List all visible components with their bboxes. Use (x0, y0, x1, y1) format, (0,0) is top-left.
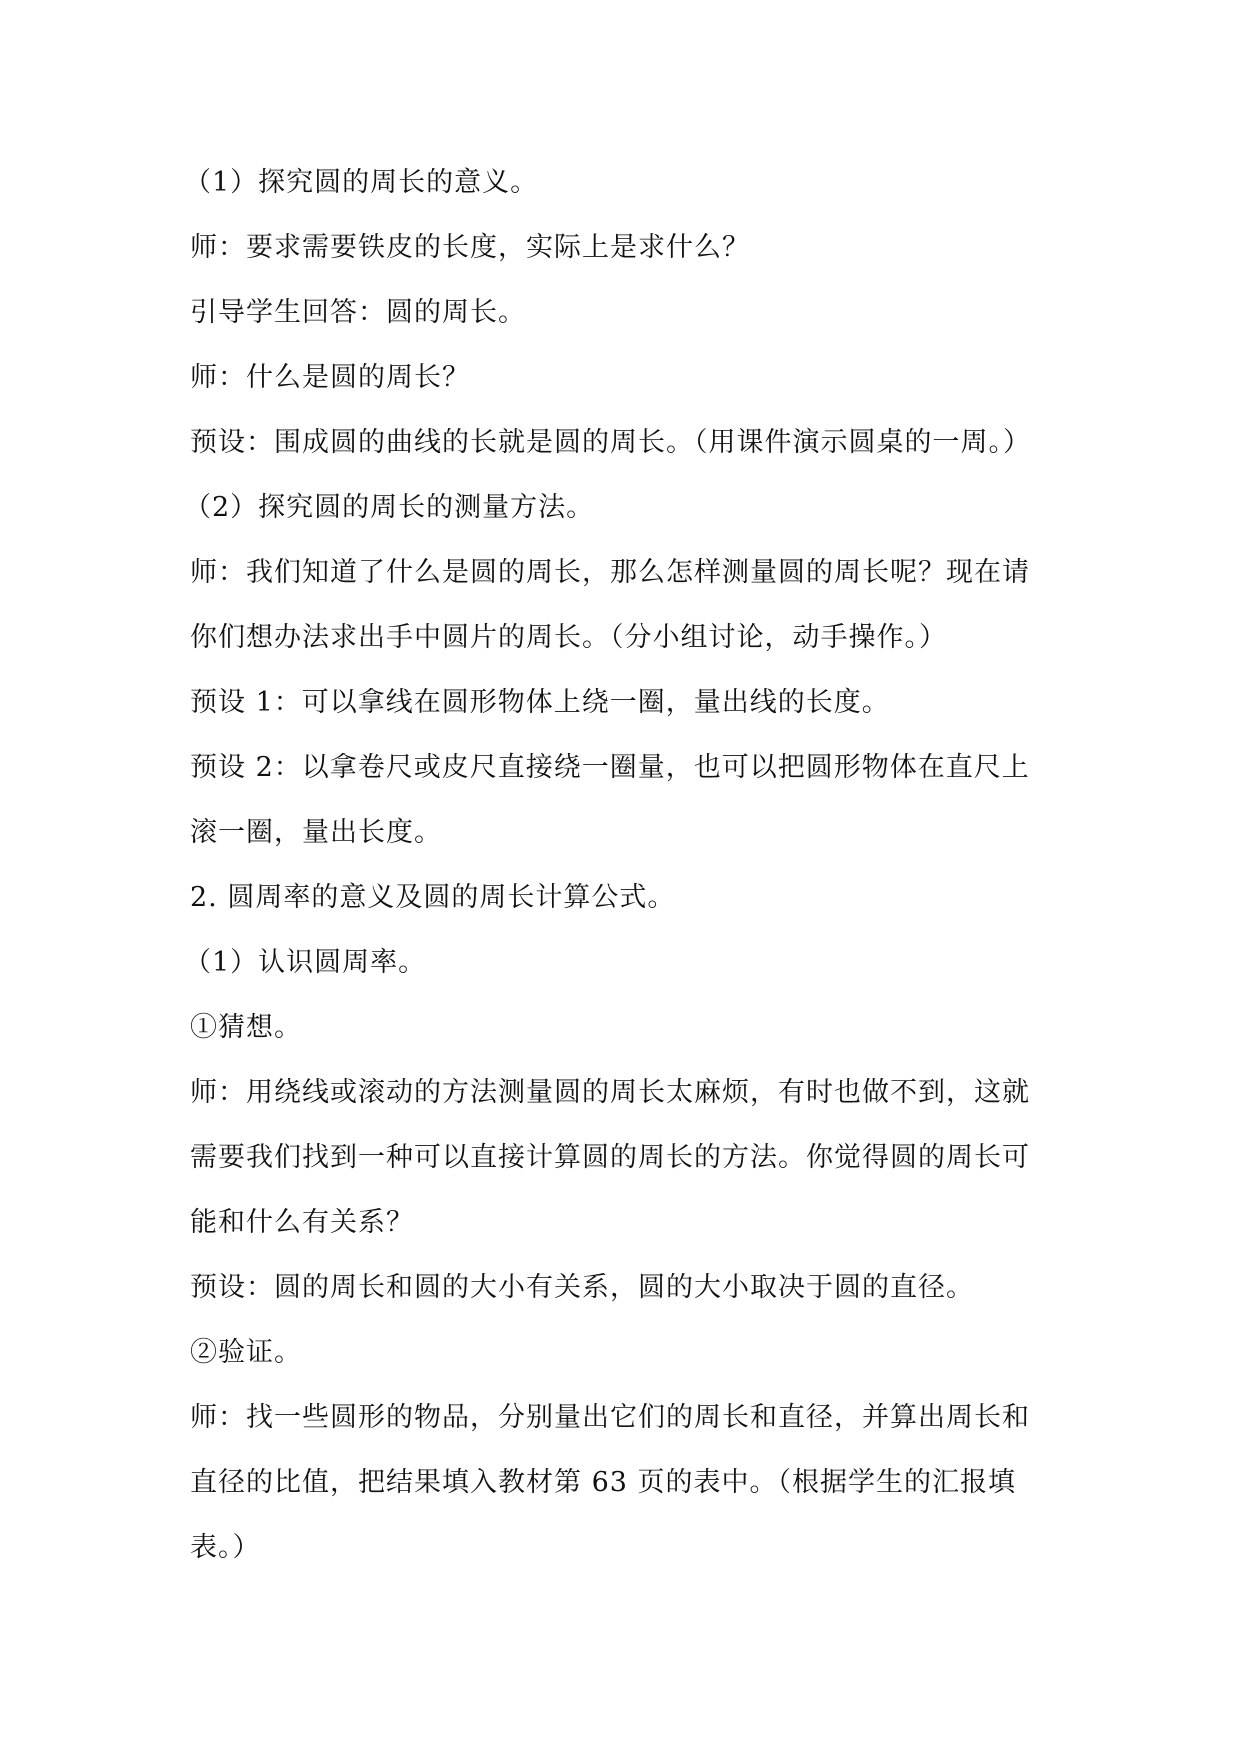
paragraph-line: 预设：围成圆的曲线的长就是圆的周长。（用课件演示圆桌的一周。） (190, 427, 1031, 458)
paragraph-line: 师：用绕线或滚动的方法测量圆的周长太麻烦，有时也做不到，这就 (190, 1077, 1030, 1108)
paragraph-line: 预设 1：可以拿线在圆形物体上绕一圈，量出线的长度。 (190, 687, 890, 718)
paragraph-line: 能和什么有关系？ (190, 1207, 414, 1238)
section-heading: 2. 圆周率的意义及圆的周长计算公式。 (190, 882, 676, 913)
paragraph-line: 表。） (190, 1532, 261, 1563)
paragraph-line: 预设 2：以拿卷尺或皮尺直接绕一圈量，也可以把圆形物体在直尺上 (190, 752, 1030, 783)
paragraph-line: 需要我们找到一种可以直接计算圆的周长的方法。你觉得圆的周长可 (190, 1142, 1030, 1173)
paragraph-line: 师：我们知道了什么是圆的周长，那么怎样测量圆的周长呢？现在请 (190, 557, 1030, 588)
paragraph-line: （1）探究圆的周长的意义。 (184, 167, 539, 198)
paragraph-line: 直径的比值，把结果填入教材第 63 页的表中。（根据学生的汇报填 (190, 1467, 1017, 1498)
paragraph-line: 你们想办法求出手中圆片的周长。（分小组讨论，动手操作。） (190, 622, 947, 653)
paragraph-line: 预设：圆的周长和圆的大小有关系，圆的大小取决于圆的直径。 (190, 1272, 974, 1303)
paragraph-line: 师：要求需要铁皮的长度，实际上是求什么？ (190, 232, 750, 263)
paragraph-line: ②验证。 (190, 1337, 302, 1368)
paragraph-line: 师：找一些圆形的物品，分别量出它们的周长和直径，并算出周长和 (190, 1402, 1030, 1433)
paragraph-line: 引导学生回答：圆的周长。 (190, 297, 526, 328)
paragraph-line: （2）探究圆的周长的测量方法。 (184, 492, 595, 523)
paragraph-line: （1）认识圆周率。 (184, 947, 427, 978)
paragraph-line: 滚一圈，量出长度。 (190, 817, 442, 848)
paragraph-line: 师：什么是圆的周长？ (190, 362, 470, 393)
paragraph-line: ①猜想。 (190, 1012, 302, 1043)
